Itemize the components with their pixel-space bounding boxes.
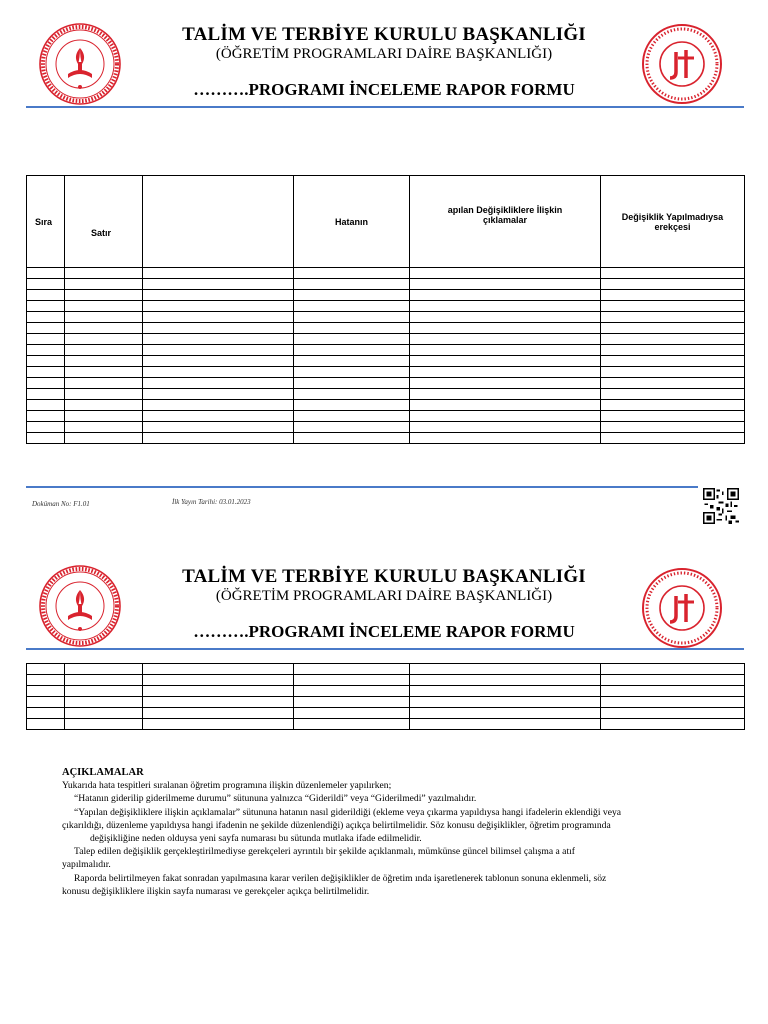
table-cell: [601, 686, 745, 697]
table-cell: [65, 290, 143, 301]
table-cell: [27, 334, 65, 345]
table-cell: [143, 356, 294, 367]
table-cell: [65, 675, 143, 686]
table-cell: [143, 389, 294, 400]
explanation-line: yapılmalıdır.: [62, 859, 111, 871]
explanation-line: çıkarıldığı, düzenleme yapıldıysa hangi ifadenin ne şekilde düzenlendiği) açıkça belirtilmelidir. Söz konusu değişiklikler, öğretim programında: [62, 819, 611, 831]
explanation-line: “Yapılan değişikliklere ilişkin açıklamalar” sütununa hatanın nasıl giderildiği (ekleme veya çıkarma yapıldıysa hangi ifadelerin eklendiği veya: [74, 806, 622, 818]
table-cell: [294, 268, 410, 279]
table-cell: [27, 400, 65, 411]
table-cell: [27, 389, 65, 400]
table-cell: [294, 378, 410, 389]
table-cell: [143, 400, 294, 411]
footer-rule: [26, 486, 698, 488]
table-cell: [294, 708, 410, 719]
table-cell: [601, 312, 745, 323]
table-cell: [27, 411, 65, 422]
table-cell: [294, 301, 410, 312]
table-cell: [27, 664, 65, 675]
table-cell: [27, 433, 65, 444]
table-header-row: [27, 176, 745, 268]
table-cell: [65, 301, 143, 312]
table-row: [27, 686, 745, 697]
table-cell: [65, 268, 143, 279]
table-cell: [143, 686, 294, 697]
table-row: [27, 422, 745, 433]
qr-code-icon: [701, 488, 741, 524]
table-row: [27, 345, 745, 356]
table-cell: [601, 697, 745, 708]
explanations-heading: AÇIKLAMALAR: [62, 767, 144, 778]
table-row: [27, 411, 745, 422]
table-cell: [410, 719, 601, 730]
table-cell: [143, 719, 294, 730]
table-cell: [601, 323, 745, 334]
table-row: [27, 400, 745, 411]
table-cell: [410, 378, 601, 389]
table-cell: [65, 323, 143, 334]
table-cell: [410, 389, 601, 400]
table-row: [27, 697, 745, 708]
table-cell: [65, 312, 143, 323]
table-cell: [601, 719, 745, 730]
header-cell: [143, 176, 294, 268]
table-cell: [27, 422, 65, 433]
table-cell: [143, 345, 294, 356]
table-row: [27, 664, 745, 675]
table-cell: [294, 433, 410, 444]
table-cell: [143, 279, 294, 290]
table-cell: [294, 389, 410, 400]
table-cell: [294, 290, 410, 301]
table-cell: [601, 367, 745, 378]
table-cell: [65, 279, 143, 290]
table-cell: [294, 686, 410, 697]
table-row: [27, 279, 745, 290]
form-title: ……….PROGRAMI İNCELEME RAPOR FORMU: [193, 80, 575, 99]
table-cell: [601, 389, 745, 400]
table-cell: [410, 664, 601, 675]
table-cell: [410, 433, 601, 444]
table-cell: [27, 697, 65, 708]
table-row: [27, 312, 745, 323]
form-title: ……….PROGRAMI İNCELEME RAPOR FORMU: [193, 622, 575, 641]
header-rule: [26, 106, 744, 108]
table-cell: [65, 411, 143, 422]
table-cell: [601, 411, 745, 422]
table-cell: [65, 389, 143, 400]
table-cell: [143, 378, 294, 389]
table-cell: [410, 367, 601, 378]
table-cell: [410, 400, 601, 411]
table-cell: [601, 433, 745, 444]
table-cell: [294, 345, 410, 356]
table-cell: [27, 268, 65, 279]
table-cell: [410, 312, 601, 323]
table-row: [27, 675, 745, 686]
table-cell: [410, 334, 601, 345]
table-cell: [65, 422, 143, 433]
table-cell: [65, 356, 143, 367]
table-cell: [143, 334, 294, 345]
table-cell: [65, 345, 143, 356]
table-row: [27, 334, 745, 345]
table-cell: [143, 433, 294, 444]
table-cell: [601, 301, 745, 312]
report-table: [26, 175, 745, 444]
page-title: TALİM VE TERBİYE KURULU BAŞKANLIĞI: [182, 24, 586, 45]
page-2: [0, 540, 768, 1024]
table-row: [27, 268, 745, 279]
explanation-line: konusu değişikliklere ilişkin sayfa numarası ve gerekçeler açıkça belirtilmelidir.: [62, 885, 370, 897]
table-cell: [294, 719, 410, 730]
table-row: [27, 356, 745, 367]
table-cell: [294, 323, 410, 334]
table-cell: [294, 422, 410, 433]
table-cell: [143, 675, 294, 686]
table-cell: [410, 686, 601, 697]
table-cell: [65, 433, 143, 444]
header-cell: Satır: [65, 176, 143, 268]
table-cell: [143, 697, 294, 708]
table-cell: [601, 356, 745, 367]
table-cell: [410, 422, 601, 433]
table-cell: [65, 334, 143, 345]
table-cell: [27, 290, 65, 301]
table-cell: [143, 422, 294, 433]
table-cell: [601, 400, 745, 411]
table-cell: [294, 279, 410, 290]
table-cell: [410, 708, 601, 719]
table-cell: [143, 312, 294, 323]
table-cell: [294, 664, 410, 675]
table-row: [27, 378, 745, 389]
table-cell: [410, 279, 601, 290]
table-cell: [601, 422, 745, 433]
table-cell: [143, 367, 294, 378]
table-cell: [143, 323, 294, 334]
explanation-line: Yukarıda hata tespitleri sıralanan öğretim programına ilişkin düzenlemeler yapılırken;: [62, 780, 392, 792]
table-cell: [410, 323, 601, 334]
table-cell: [143, 411, 294, 422]
table-cell: [410, 356, 601, 367]
table-cell: [27, 675, 65, 686]
table-cell: [143, 664, 294, 675]
table-body: [27, 268, 745, 444]
table-cell: [601, 675, 745, 686]
table-cell: [601, 290, 745, 301]
table-cell: [410, 345, 601, 356]
table-cell: [143, 301, 294, 312]
table-cell: [65, 708, 143, 719]
explanations: [62, 766, 742, 898]
header-cell: Hatanın: [294, 176, 410, 268]
table-cell: [27, 356, 65, 367]
table-cell: [410, 301, 601, 312]
table-cell: [294, 367, 410, 378]
table-row: [27, 708, 745, 719]
explanation-line: Raporda belirtilmeyen fakat sonradan yapılmasına karar verilen değişiklikler de öğretim ında işaretlenerek tablonun sonuna eklenmeli, söz: [74, 872, 607, 884]
table-cell: [294, 312, 410, 323]
table-cell: [410, 411, 601, 422]
table-body: [27, 664, 745, 730]
table-row: [27, 389, 745, 400]
table-cell: [601, 334, 745, 345]
table-cell: [601, 279, 745, 290]
table-cell: [294, 411, 410, 422]
table-cell: [65, 400, 143, 411]
table-row: [27, 719, 745, 730]
table-cell: [294, 400, 410, 411]
doc-number: Doküman No: F1.01: [32, 500, 90, 508]
page-subtitle: (ÖĞRETİM PROGRAMLARI DAİRE BAŞKANLIĞI): [215, 588, 553, 604]
table-cell: [65, 719, 143, 730]
table-cell: [65, 378, 143, 389]
table-row: [27, 323, 745, 334]
table-cell: [143, 268, 294, 279]
table-cell: [294, 334, 410, 345]
table-row: [27, 433, 745, 444]
table-cell: [27, 719, 65, 730]
header-rule: [26, 648, 744, 650]
table-cell: [294, 697, 410, 708]
table-cell: [65, 686, 143, 697]
table-cell: [143, 290, 294, 301]
header-cell: Değişiklik Yapılmadıysa erekçesi: [601, 176, 745, 268]
table-cell: [410, 290, 601, 301]
table-cell: [27, 686, 65, 697]
explanation-line: Talep edilen değişiklik gerçekleştirilmediyse gerekçeleri ayrıntılı bir şekilde açıklanmalı, mümkünse güncel bilimsel çalışma a atıf: [74, 846, 575, 858]
explanation-line: “Hatanın giderilip giderilmeme durumu” sütununa yalnızca “Giderildi” veya “Giderilmedi” yazılmalıdır.: [74, 793, 477, 805]
table-cell: [27, 279, 65, 290]
report-table-continued: [26, 663, 745, 730]
table-cell: [27, 378, 65, 389]
table-cell: [601, 664, 745, 675]
table-cell: [27, 367, 65, 378]
table-cell: [27, 301, 65, 312]
header-cell: Sıra: [27, 176, 65, 268]
header-cell: apılan Değişikliklere İlişkin çıklamalar: [410, 176, 601, 268]
page-title: TALİM VE TERBİYE KURULU BAŞKANLIĞI: [182, 566, 586, 587]
table-cell: [27, 708, 65, 719]
table-row: [27, 301, 745, 312]
table-cell: [410, 697, 601, 708]
table-cell: [27, 345, 65, 356]
table-cell: [601, 708, 745, 719]
explanation-line: değişikliğine neden olduysa yeni sayfa numarası bu sütunda mutlaka ifade edilmelidir.: [90, 833, 422, 845]
table-cell: [410, 268, 601, 279]
table-cell: [601, 268, 745, 279]
table-row: [27, 290, 745, 301]
table-row: [27, 367, 745, 378]
table-cell: [294, 356, 410, 367]
table-cell: [410, 675, 601, 686]
table-cell: [27, 312, 65, 323]
table-cell: [65, 367, 143, 378]
table-cell: [65, 664, 143, 675]
table-cell: [65, 697, 143, 708]
table-cell: [143, 708, 294, 719]
table-cell: [27, 323, 65, 334]
publish-date: İlk Yayın Tarihi: 03.01.2023: [172, 498, 251, 506]
table-cell: [601, 378, 745, 389]
table-cell: [294, 675, 410, 686]
table-cell: [601, 345, 745, 356]
page-subtitle: (ÖĞRETİM PROGRAMLARI DAİRE BAŞKANLIĞI): [215, 46, 553, 62]
